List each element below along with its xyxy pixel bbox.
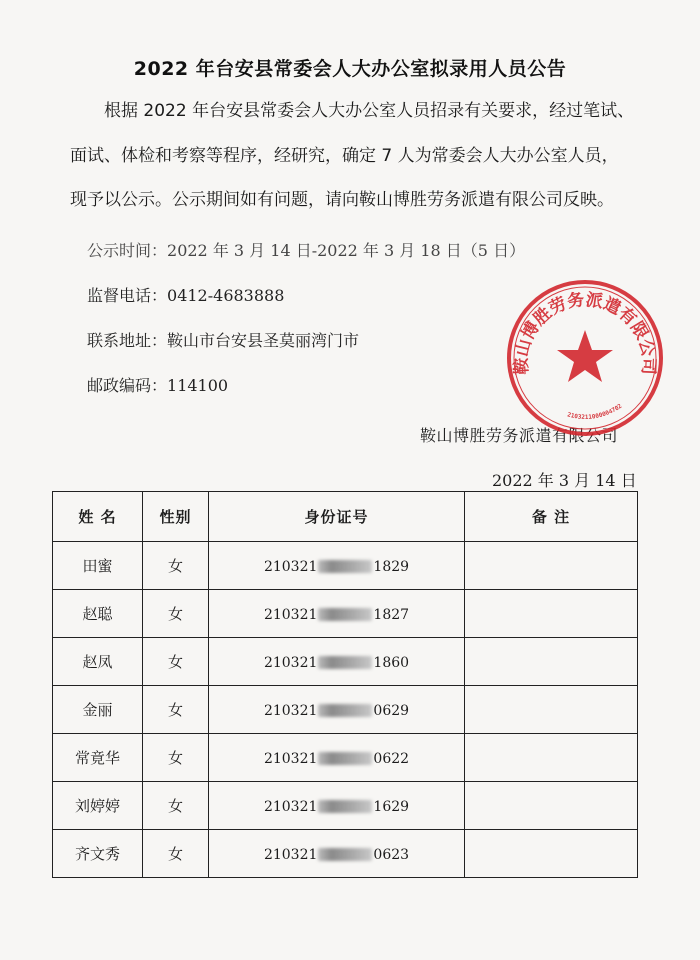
star-icon bbox=[557, 330, 613, 382]
postal-code-label: 邮政编码： bbox=[87, 376, 168, 395]
redacted-id-blur bbox=[318, 752, 372, 765]
publicity-period-label: 公示时间： bbox=[87, 241, 168, 260]
id-suffix: 0623 bbox=[373, 846, 410, 863]
table-row bbox=[53, 590, 638, 638]
id-prefix: 210321 bbox=[263, 846, 318, 863]
cell-gender: 女 bbox=[143, 734, 209, 782]
table-header-row bbox=[53, 492, 638, 542]
redacted-id-blur bbox=[318, 656, 372, 669]
publicity-period-value: 2022 年 3 月 14 日-2022 年 3 月 18 日（5 日） bbox=[167, 241, 526, 260]
candidates-table bbox=[52, 491, 638, 878]
table-row bbox=[53, 638, 638, 686]
id-prefix: 210321 bbox=[263, 606, 318, 623]
supervision-phone-value: 0412-4683888 bbox=[167, 286, 285, 305]
contact-address-value: 鞍山市台安县圣莫丽湾门市 bbox=[167, 331, 360, 350]
cell-name: 赵凤 bbox=[53, 638, 143, 686]
id-prefix: 210321 bbox=[263, 558, 318, 575]
id-prefix: 210321 bbox=[263, 702, 318, 719]
cell-gender: 女 bbox=[143, 590, 209, 638]
signature-date: 2022 年 3 月 14 日 bbox=[492, 471, 637, 490]
seal-arc-text: 鞍山博胜劳务派遣有限公司 bbox=[511, 289, 659, 376]
cell-gender: 女 bbox=[143, 782, 209, 830]
header-notes: 备 注 bbox=[465, 492, 638, 542]
cell-name: 金丽 bbox=[53, 686, 143, 734]
cell-name: 田蜜 bbox=[53, 542, 143, 590]
cell-name: 常竟华 bbox=[53, 734, 143, 782]
id-prefix: 210321 bbox=[263, 750, 318, 767]
table-row bbox=[53, 542, 638, 590]
cell-id-number bbox=[209, 782, 465, 830]
cell-notes bbox=[465, 638, 638, 686]
contact-address-label: 联系地址： bbox=[87, 331, 168, 350]
id-prefix: 210321 bbox=[263, 654, 318, 671]
seal-code-text: 2103211000004702 bbox=[566, 402, 624, 421]
publicity-period bbox=[87, 238, 525, 261]
cell-notes bbox=[465, 830, 638, 878]
cell-gender: 女 bbox=[143, 686, 209, 734]
cell-id-number bbox=[209, 542, 465, 590]
table-row bbox=[53, 686, 638, 734]
cell-name: 齐文秀 bbox=[53, 830, 143, 878]
paragraph-line-1: 根据 2022 年台安县常委会人大办公室人员招录有关要求，经过笔试、 bbox=[104, 101, 635, 121]
table-row bbox=[53, 830, 638, 878]
cell-notes bbox=[465, 782, 638, 830]
header-id-number: 身份证号 bbox=[209, 492, 465, 542]
table-row bbox=[53, 734, 638, 782]
cell-id-number bbox=[209, 830, 465, 878]
supervision-phone-label: 监督电话： bbox=[87, 286, 168, 305]
postal-code bbox=[87, 373, 228, 396]
supervision-phone bbox=[87, 283, 284, 306]
signature-company: 鞍山博胜劳务派遣有限公司 bbox=[420, 426, 619, 445]
table-row bbox=[53, 782, 638, 830]
cell-gender: 女 bbox=[143, 830, 209, 878]
id-suffix: 1629 bbox=[373, 798, 410, 815]
cell-notes bbox=[465, 542, 638, 590]
redacted-id-blur bbox=[318, 704, 372, 717]
cell-name: 刘婷婷 bbox=[53, 782, 143, 830]
cell-name: 赵聪 bbox=[53, 590, 143, 638]
company-seal-stamp bbox=[505, 278, 665, 438]
id-suffix: 1827 bbox=[373, 606, 410, 623]
id-suffix: 0622 bbox=[373, 750, 410, 767]
cell-notes bbox=[465, 734, 638, 782]
redacted-id-blur bbox=[318, 608, 372, 621]
cell-gender: 女 bbox=[143, 638, 209, 686]
redacted-id-blur bbox=[318, 848, 372, 861]
id-prefix: 210321 bbox=[263, 798, 318, 815]
cell-id-number bbox=[209, 686, 465, 734]
postal-code-value: 114100 bbox=[167, 376, 229, 395]
cell-id-number bbox=[209, 590, 465, 638]
cell-notes bbox=[465, 590, 638, 638]
cell-notes bbox=[465, 686, 638, 734]
id-suffix: 1829 bbox=[373, 558, 410, 575]
id-suffix: 0629 bbox=[373, 702, 410, 719]
header-name: 姓 名 bbox=[53, 492, 143, 542]
cell-id-number bbox=[209, 734, 465, 782]
cell-gender: 女 bbox=[143, 542, 209, 590]
paragraph-line-2: 面试、体检和考察等程序，经研究，确定 7 人为常委会人大办公室人员， bbox=[70, 146, 619, 166]
redacted-id-blur bbox=[318, 560, 372, 573]
header-gender: 性别 bbox=[143, 492, 209, 542]
id-suffix: 1860 bbox=[373, 654, 410, 671]
document-title: 2022 年台安县常委会人大办公室拟录用人员公告 bbox=[133, 58, 567, 80]
paragraph-line-3: 现予以公示。公示期间如有问题，请向鞍山博胜劳务派遣有限公司反映。 bbox=[70, 190, 614, 210]
cell-id-number bbox=[209, 638, 465, 686]
redacted-id-blur bbox=[318, 800, 372, 813]
contact-address bbox=[87, 328, 359, 351]
